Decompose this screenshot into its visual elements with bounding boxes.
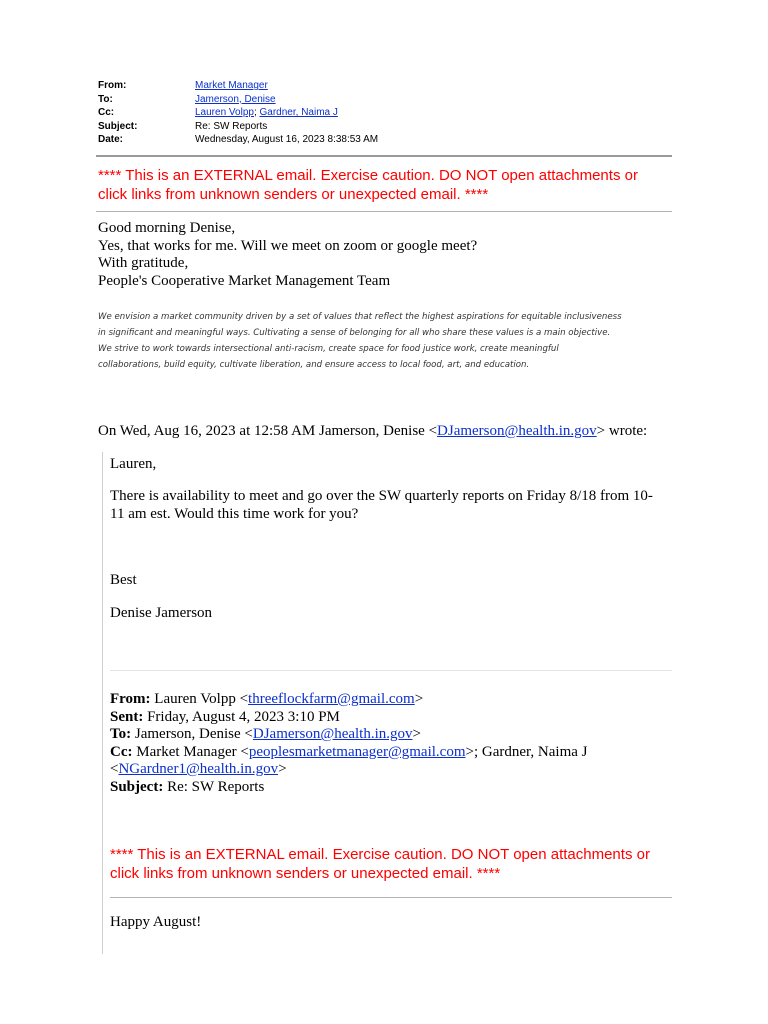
forwarded-header <box>110 691 588 796</box>
forwarded-from-row <box>110 691 588 709</box>
quoted-greeting: Lauren, <box>110 456 157 472</box>
header-from-row <box>98 79 378 93</box>
forwarded-cc-open2: < <box>110 761 119 777</box>
forwarded-cc-end: > <box>278 761 287 777</box>
quoted-intro-prefix: On Wed, Aug 16, 2023 at 12:58 AM Jamerson, Denise < <box>98 423 438 439</box>
forwarded-cc-name1: Market Manager < <box>132 743 249 760</box>
reply-greeting: Good morning Denise, <box>98 220 236 236</box>
mission-line: in significant and meaningful ways. Cultivating a sense of belonging for all who share these values is a main objective. <box>98 328 611 338</box>
forwarded-cc-mid: >; Gardner, Naima J <box>465 743 588 760</box>
header-subject-row <box>98 120 378 134</box>
forwarded-to-label: To: <box>110 726 132 742</box>
subject-value: Re: SW Reports <box>195 120 268 132</box>
external-warning-top <box>98 166 638 204</box>
warning-divider-top <box>96 211 672 212</box>
cc-separator: ; <box>253 107 260 118</box>
forwarded-from-label: From: <box>110 691 151 707</box>
quoted-intro <box>98 423 647 441</box>
from-label: From: <box>98 80 127 91</box>
warning-top-line1: **** This is an EXTERNAL email. Exercise caution. DO NOT open attachments or <box>98 167 638 184</box>
reply-signoff: With gratitude, <box>98 255 189 271</box>
quoted-signature: Denise Jamerson <box>110 605 213 621</box>
forwarded-cc-email2-link[interactable]: NGardner1@health.in.gov <box>118 761 279 777</box>
forwarded-from-end: > <box>414 691 424 707</box>
header-date-row <box>98 133 378 147</box>
warning-bottom-line2: click links from unknown senders or unexpected email. **** <box>110 865 501 882</box>
header-divider <box>96 155 672 157</box>
header-cc-row <box>98 106 378 120</box>
external-warning-bottom <box>110 845 650 883</box>
from-link[interactable]: Market Manager <box>195 80 268 91</box>
forwarded-to-email-link[interactable]: DJamerson@health.in.gov <box>252 726 413 742</box>
forwarded-cc-label: Cc: <box>110 743 133 760</box>
forwarded-cc-row <box>110 744 588 762</box>
quoted-body-line2: 11 am est. Would this time work for you? <box>110 506 359 522</box>
quote-left-border <box>102 452 103 954</box>
forwarded-sent-label: Sent: <box>110 708 144 725</box>
reply-team-name: People's Cooperative Market Management Team <box>98 272 391 289</box>
reply-body <box>98 220 477 290</box>
forwarded-to-name: Jamerson, Denise < <box>131 726 253 742</box>
mission-statement <box>98 309 678 373</box>
email-header <box>98 79 378 147</box>
quoted-intro-email-link[interactable]: DJamerson@health.in.gov <box>437 423 597 439</box>
cc-link-lauren[interactable]: Lauren Volpp <box>195 107 254 118</box>
date-label: Date: <box>98 134 124 145</box>
reply-question: Yes, that works for me. Will we meet on zoom or google meet? <box>98 237 478 254</box>
forwarded-cc-row-cont <box>110 761 588 779</box>
mission-line: collaborations, build equity, cultivate liberation, and ensure access to local food, art, and education. <box>98 360 530 370</box>
forwarded-from-email-link[interactable]: threeflockfarm@gmail.com <box>248 691 415 707</box>
forwarded-divider <box>110 670 672 671</box>
quoted-body-line1: There is availability to meet and go over the SW quarterly reports on Friday 8/18 from 10- <box>110 488 653 504</box>
warning-top-line2: click links from unknown senders or unexpected email. **** <box>98 186 489 203</box>
final-greeting: Happy August! <box>110 914 202 930</box>
quoted-closing: Best <box>110 572 137 588</box>
forwarded-to-end: > <box>412 726 421 742</box>
mission-line: We strive to work towards intersectional anti-racism, create space for food justice work, create meaningful <box>98 344 559 354</box>
cc-link-naima[interactable]: Gardner, Naima J <box>259 107 338 118</box>
header-to-row <box>98 93 378 107</box>
cc-label: Cc: <box>98 107 115 118</box>
forwarded-to-row <box>110 726 588 744</box>
date-value: Wednesday, August 16, 2023 8:38:53 AM <box>195 134 379 145</box>
quoted-intro-suffix: > wrote: <box>596 423 648 439</box>
subject-label: Subject: <box>98 120 138 132</box>
forwarded-subject-value: Re: SW Reports <box>163 778 265 795</box>
mission-line: We envision a market community driven by a set of values that reflect the highest aspirations for equitable inclusiveness <box>98 312 622 322</box>
forwarded-from-name: Lauren Volpp < <box>150 691 249 707</box>
warning-divider-bottom <box>110 897 672 898</box>
to-link[interactable]: Jamerson, Denise <box>195 93 276 105</box>
forwarded-subject-label: Subject: <box>110 778 164 795</box>
forwarded-subject-row <box>110 779 588 797</box>
to-label: To: <box>98 93 113 105</box>
warning-bottom-line1: **** This is an EXTERNAL email. Exercise caution. DO NOT open attachments or <box>110 846 650 863</box>
forwarded-sent-row <box>110 709 588 727</box>
forwarded-cc-email1-link[interactable]: peoplesmarketmanager@gmail.com <box>248 743 466 760</box>
forwarded-sent-value: Friday, August 4, 2023 3:10 PM <box>143 708 340 725</box>
